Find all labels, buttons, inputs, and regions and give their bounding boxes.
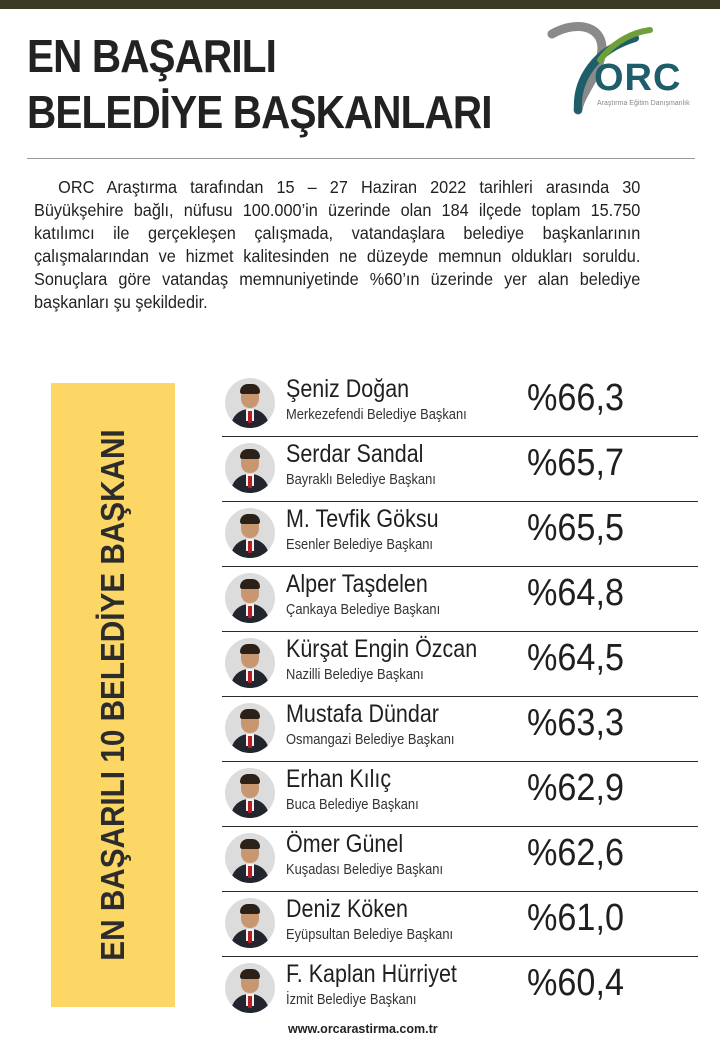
mayor-role: Çankaya Belediye Başkanı (286, 601, 441, 618)
approval-percent: %64,8 (527, 572, 624, 614)
avatar (225, 443, 275, 493)
approval-percent: %60,4 (527, 962, 624, 1004)
approval-percent: %63,3 (527, 702, 624, 744)
list-item (222, 632, 698, 697)
mayor-name: Alper Taşdelen (286, 570, 428, 598)
list-item (222, 892, 698, 957)
title-line-1: EN BAŞARILI (27, 30, 276, 82)
list-item (222, 437, 698, 502)
avatar (225, 768, 275, 818)
mayor-role: Nazilli Belediye Başkanı (286, 666, 424, 683)
avatar (225, 963, 275, 1013)
approval-percent: %62,9 (527, 767, 624, 809)
approval-percent: %65,5 (527, 507, 624, 549)
list-item (222, 762, 698, 827)
header-divider (27, 158, 695, 159)
mayor-role: Buca Belediye Başkanı (286, 796, 419, 813)
mayor-name: Kürşat Engin Özcan (286, 635, 478, 663)
mayor-name: M. Tevfik Göksu (286, 505, 439, 533)
avatar (225, 573, 275, 623)
mayor-role: Esenler Belediye Başkanı (286, 536, 434, 553)
mayor-name: F. Kaplan Hürriyet (286, 960, 457, 988)
list-item (222, 372, 698, 437)
list-item (222, 502, 698, 567)
mayor-role: İzmit Belediye Başkanı (286, 991, 417, 1008)
approval-percent: %61,0 (527, 897, 624, 939)
list-item (222, 827, 698, 892)
approval-percent: %65,7 (527, 442, 624, 484)
mayor-name: Erhan Kılıç (286, 765, 392, 793)
avatar (225, 508, 275, 558)
avatar (225, 378, 275, 428)
list-item (222, 567, 698, 632)
avatar (225, 703, 275, 753)
mayor-name: Ömer Günel (286, 830, 404, 858)
approval-percent: %66,3 (527, 377, 624, 419)
top-border-bar (0, 0, 720, 9)
avatar (225, 638, 275, 688)
avatar (225, 833, 275, 883)
mayor-name: Şeniz Doğan (286, 375, 410, 403)
avatar (225, 898, 275, 948)
approval-percent: %62,6 (527, 832, 624, 874)
logo-subtitle: Araştırma Eğitim Danışmanlık (597, 100, 690, 107)
mayor-role: Merkezefendi Belediye Başkanı (286, 406, 467, 423)
list-item (222, 697, 698, 762)
approval-percent: %64,5 (527, 637, 624, 679)
title-line-2: BELEDİYE BAŞKANLARI (27, 86, 492, 138)
mayor-name: Serdar Sandal (286, 440, 424, 468)
mayor-role: Kuşadası Belediye Başkanı (286, 861, 444, 878)
mayor-name: Mustafa Dündar (286, 700, 439, 728)
mayor-role: Eyüpsultan Belediye Başkanı (286, 926, 454, 943)
mayor-name: Deniz Köken (286, 895, 408, 923)
page-title (27, 28, 492, 140)
mayor-ranking-list (222, 372, 698, 1021)
mayor-role: Bayraklı Belediye Başkanı (286, 471, 436, 488)
footer-website-link[interactable]: www.orcarastirma.com.tr (288, 1022, 438, 1036)
logo-wordmark: ORC (594, 57, 682, 99)
sidebar-label: EN BAŞARILI 10 BELEDİYE BAŞKANI (94, 429, 131, 961)
mayor-role: Osmangazi Belediye Başkanı (286, 731, 455, 748)
list-item (222, 957, 698, 1021)
intro-paragraph: ORC Araştırma tarafından 15 – 27 Haziran 2022 tarihleri arasında 30 Büyükşehire bağlı, nüfusu 100.000’in üzerinde olan 184 ilçede toplam 15.750 katılımcı ile gerçekleşen çalışmada, vatandaşlara belediye başkanlarının çalışmalarından ve hizmet kalitesinden ne düzeyde memnun oldukları soruldu. Sonuçlara göre vatandaş memnuniyetinde %60’ın üzerinde yer alan belediye başkanları şu şekildedir. (34, 177, 641, 312)
